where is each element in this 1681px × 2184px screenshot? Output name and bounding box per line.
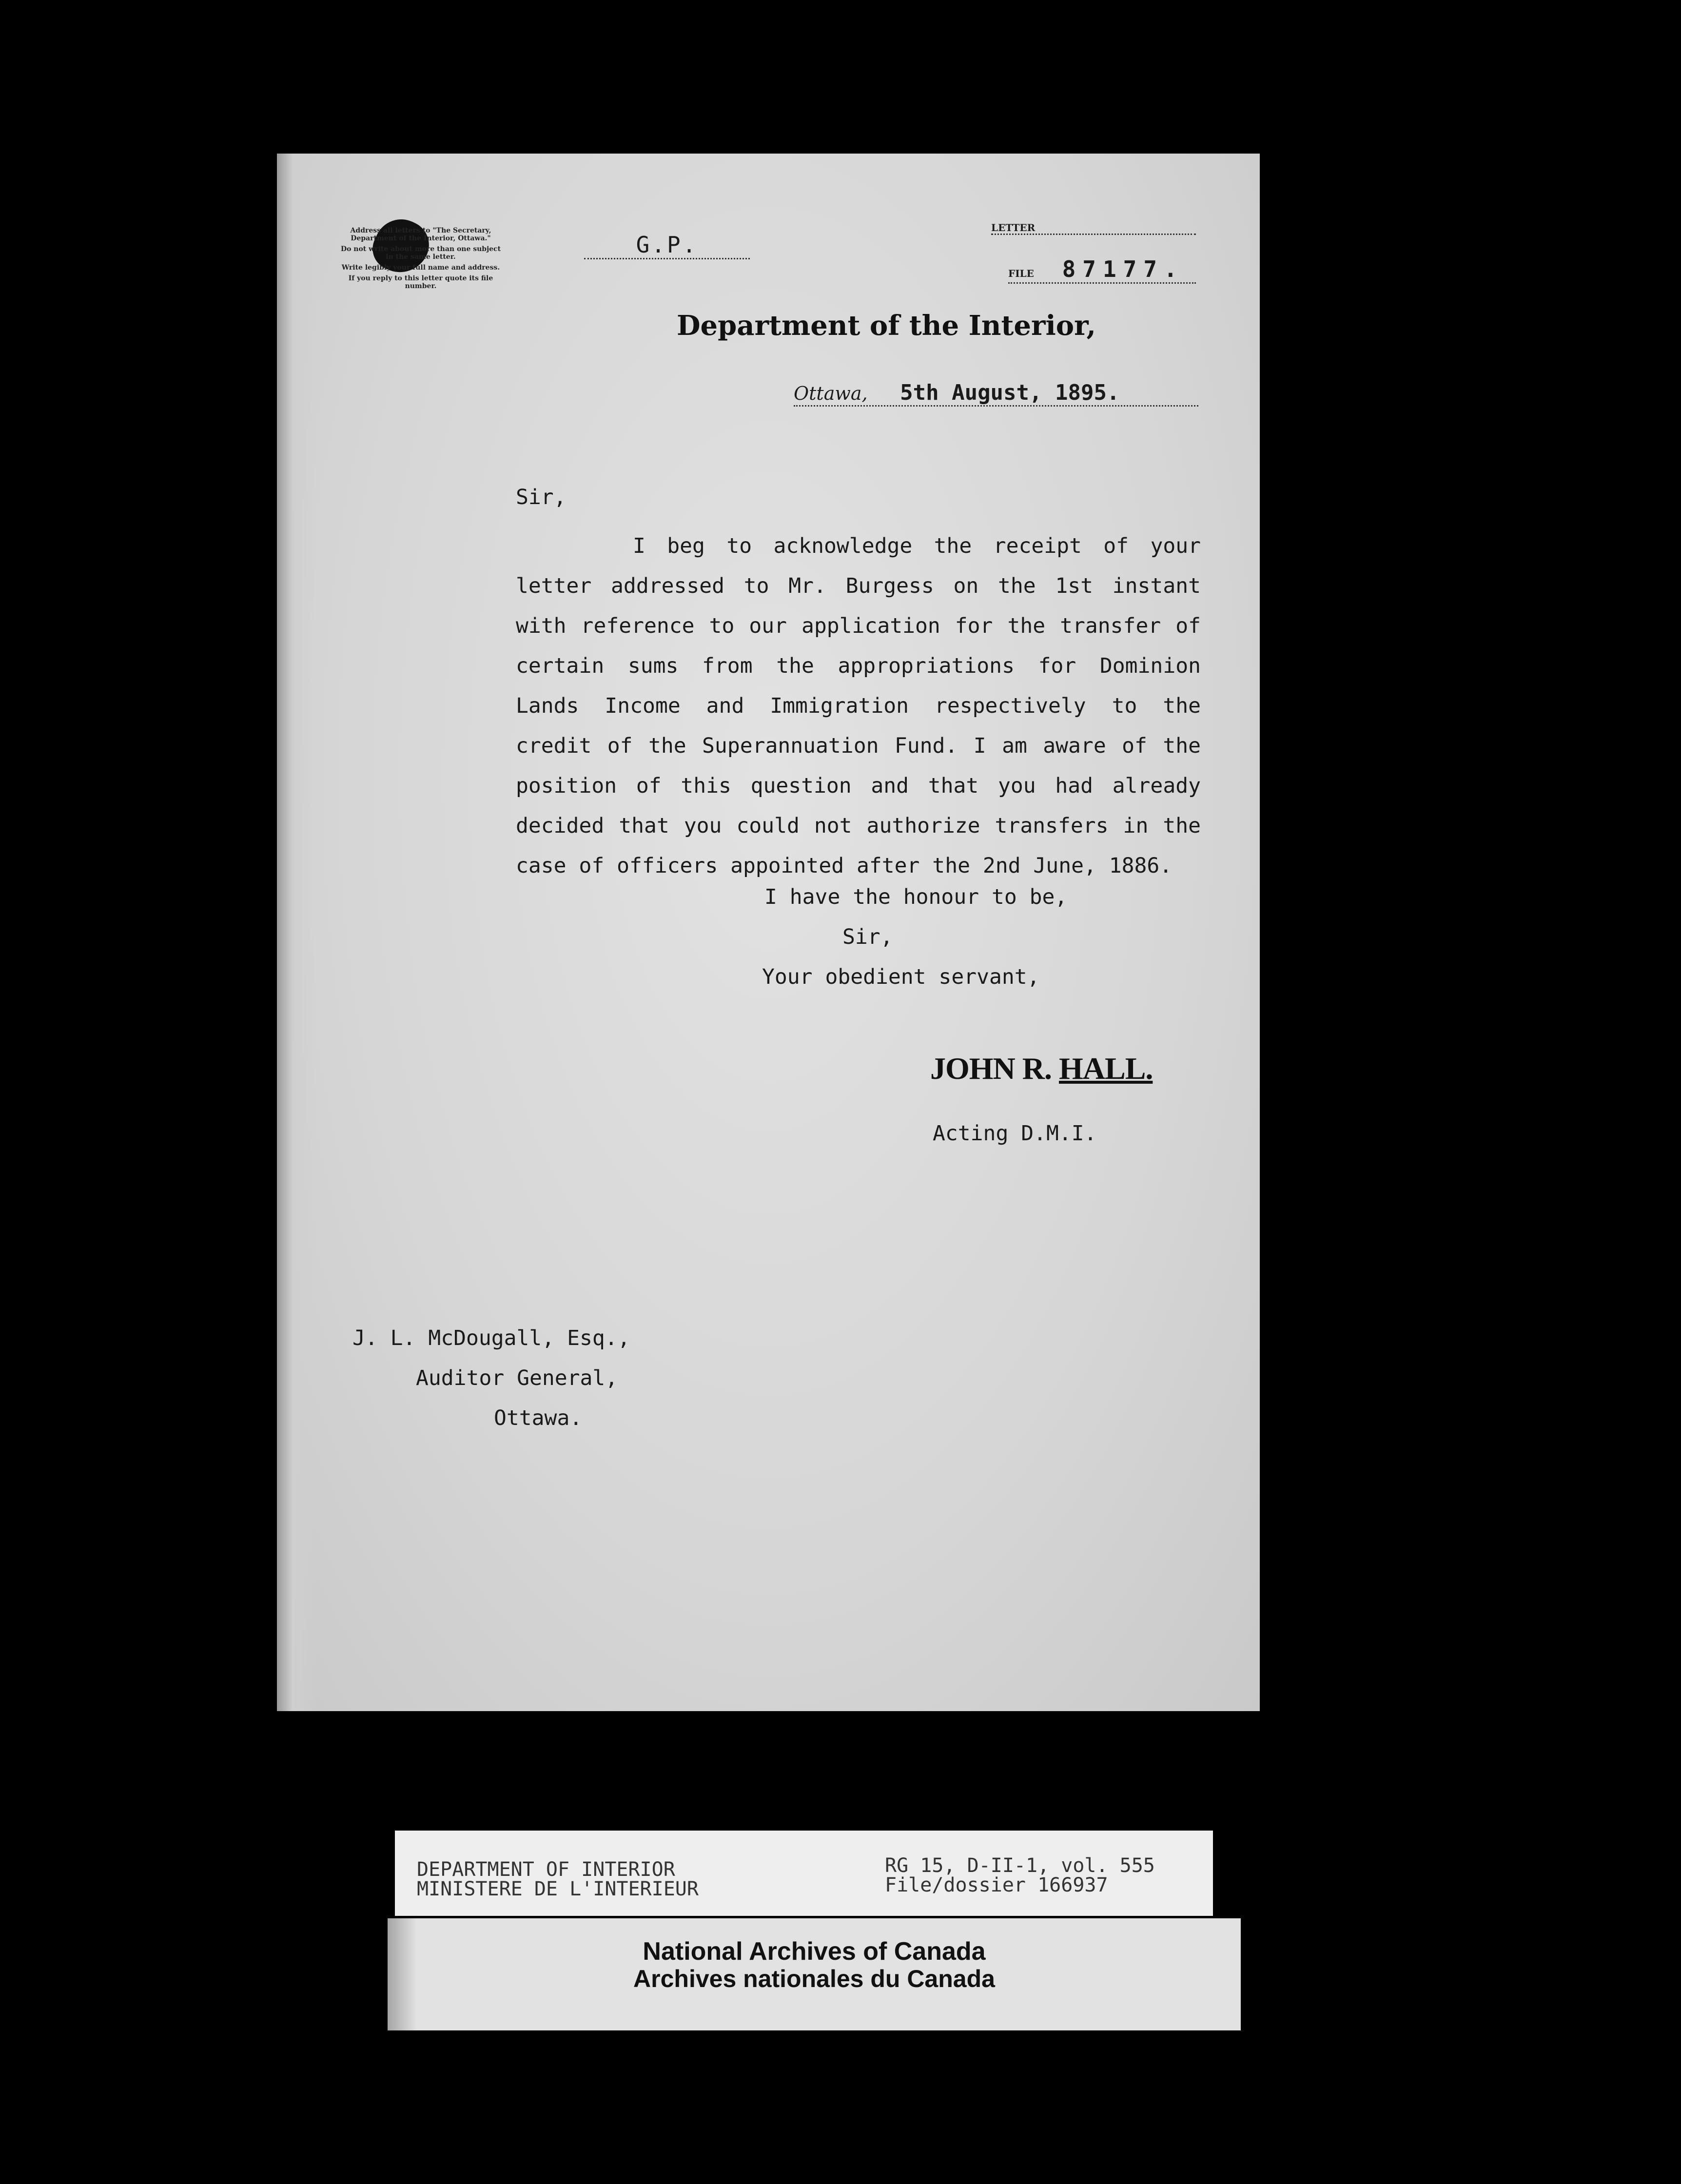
file-dossier: File/dossier 166937 xyxy=(885,1874,1108,1896)
stamp-line-1: National Archives of Canada xyxy=(643,1937,986,1966)
reference-block xyxy=(885,1856,1155,1895)
notice-line: Address all letters to "The Secretary, Department of the Interior, Ottawa." xyxy=(350,227,491,242)
department-heading: Department of the Interior, xyxy=(676,310,1096,342)
letter-page xyxy=(277,154,1260,1711)
date: 5th August, 1895. xyxy=(900,380,1120,405)
closing-line-1: I have the honour to be, xyxy=(764,885,1068,909)
recipient-title: Auditor General, xyxy=(416,1366,618,1390)
department-block xyxy=(417,1860,699,1899)
signature-first: JOHN R. xyxy=(930,1051,1052,1086)
department-en: DEPARTMENT OF INTERIOR xyxy=(417,1858,675,1881)
notice-line: Do not write about more than one subject in the same letter. xyxy=(340,245,501,261)
archives-stamp xyxy=(388,1918,1241,2030)
file-field xyxy=(1008,256,1196,284)
address-notice xyxy=(340,227,501,293)
letter-label: LETTER xyxy=(991,222,1036,234)
file-number: 87177. xyxy=(1062,256,1184,282)
stamp-line-2: Archives nationales du Canada xyxy=(633,1965,995,1992)
dateline xyxy=(794,380,1198,407)
recipient-name: J. L. McDougall, Esq., xyxy=(352,1326,630,1350)
place: Ottawa, xyxy=(794,383,868,404)
department-fr: MINISTERE DE L'INTERIEUR xyxy=(417,1878,699,1900)
torn-edge xyxy=(277,154,316,1711)
letter-body: I beg to acknowledge the receipt of your letter addressed to Mr. Burgess on the 1st instant with reference to our application for the transfer of certain sums from the appropriations for Dominion Lands Income and Immigration respectively to the credit of the Superannuation Fund. I am aware of the position of this question and that you had already decided that you could not authorize transfers in the case of officers appointed after the 2nd June, 1886. xyxy=(516,534,1201,878)
closing-line-2: Sir, xyxy=(842,925,893,949)
letter-field xyxy=(991,222,1196,235)
reference-number: RG 15, D-II-1, vol. 555 xyxy=(885,1854,1155,1877)
stamp-edge xyxy=(388,1918,417,2030)
salutation: Sir, xyxy=(516,485,567,509)
recipient-city: Ottawa. xyxy=(494,1406,583,1430)
file-label: FILE xyxy=(1008,268,1034,279)
signature-last: HALL. xyxy=(1059,1051,1153,1086)
notice-line: If you reply to this letter quote its file number. xyxy=(348,274,493,290)
closing-line-3: Your obedient servant, xyxy=(762,965,1040,989)
gp-field: G.P. xyxy=(584,232,750,259)
archive-reference-label xyxy=(395,1831,1213,1916)
signature-stamp xyxy=(930,1051,1153,1087)
notice-line: Write legibly your full name and address. xyxy=(341,264,500,272)
signer-title: Acting D.M.I. xyxy=(933,1121,1097,1146)
